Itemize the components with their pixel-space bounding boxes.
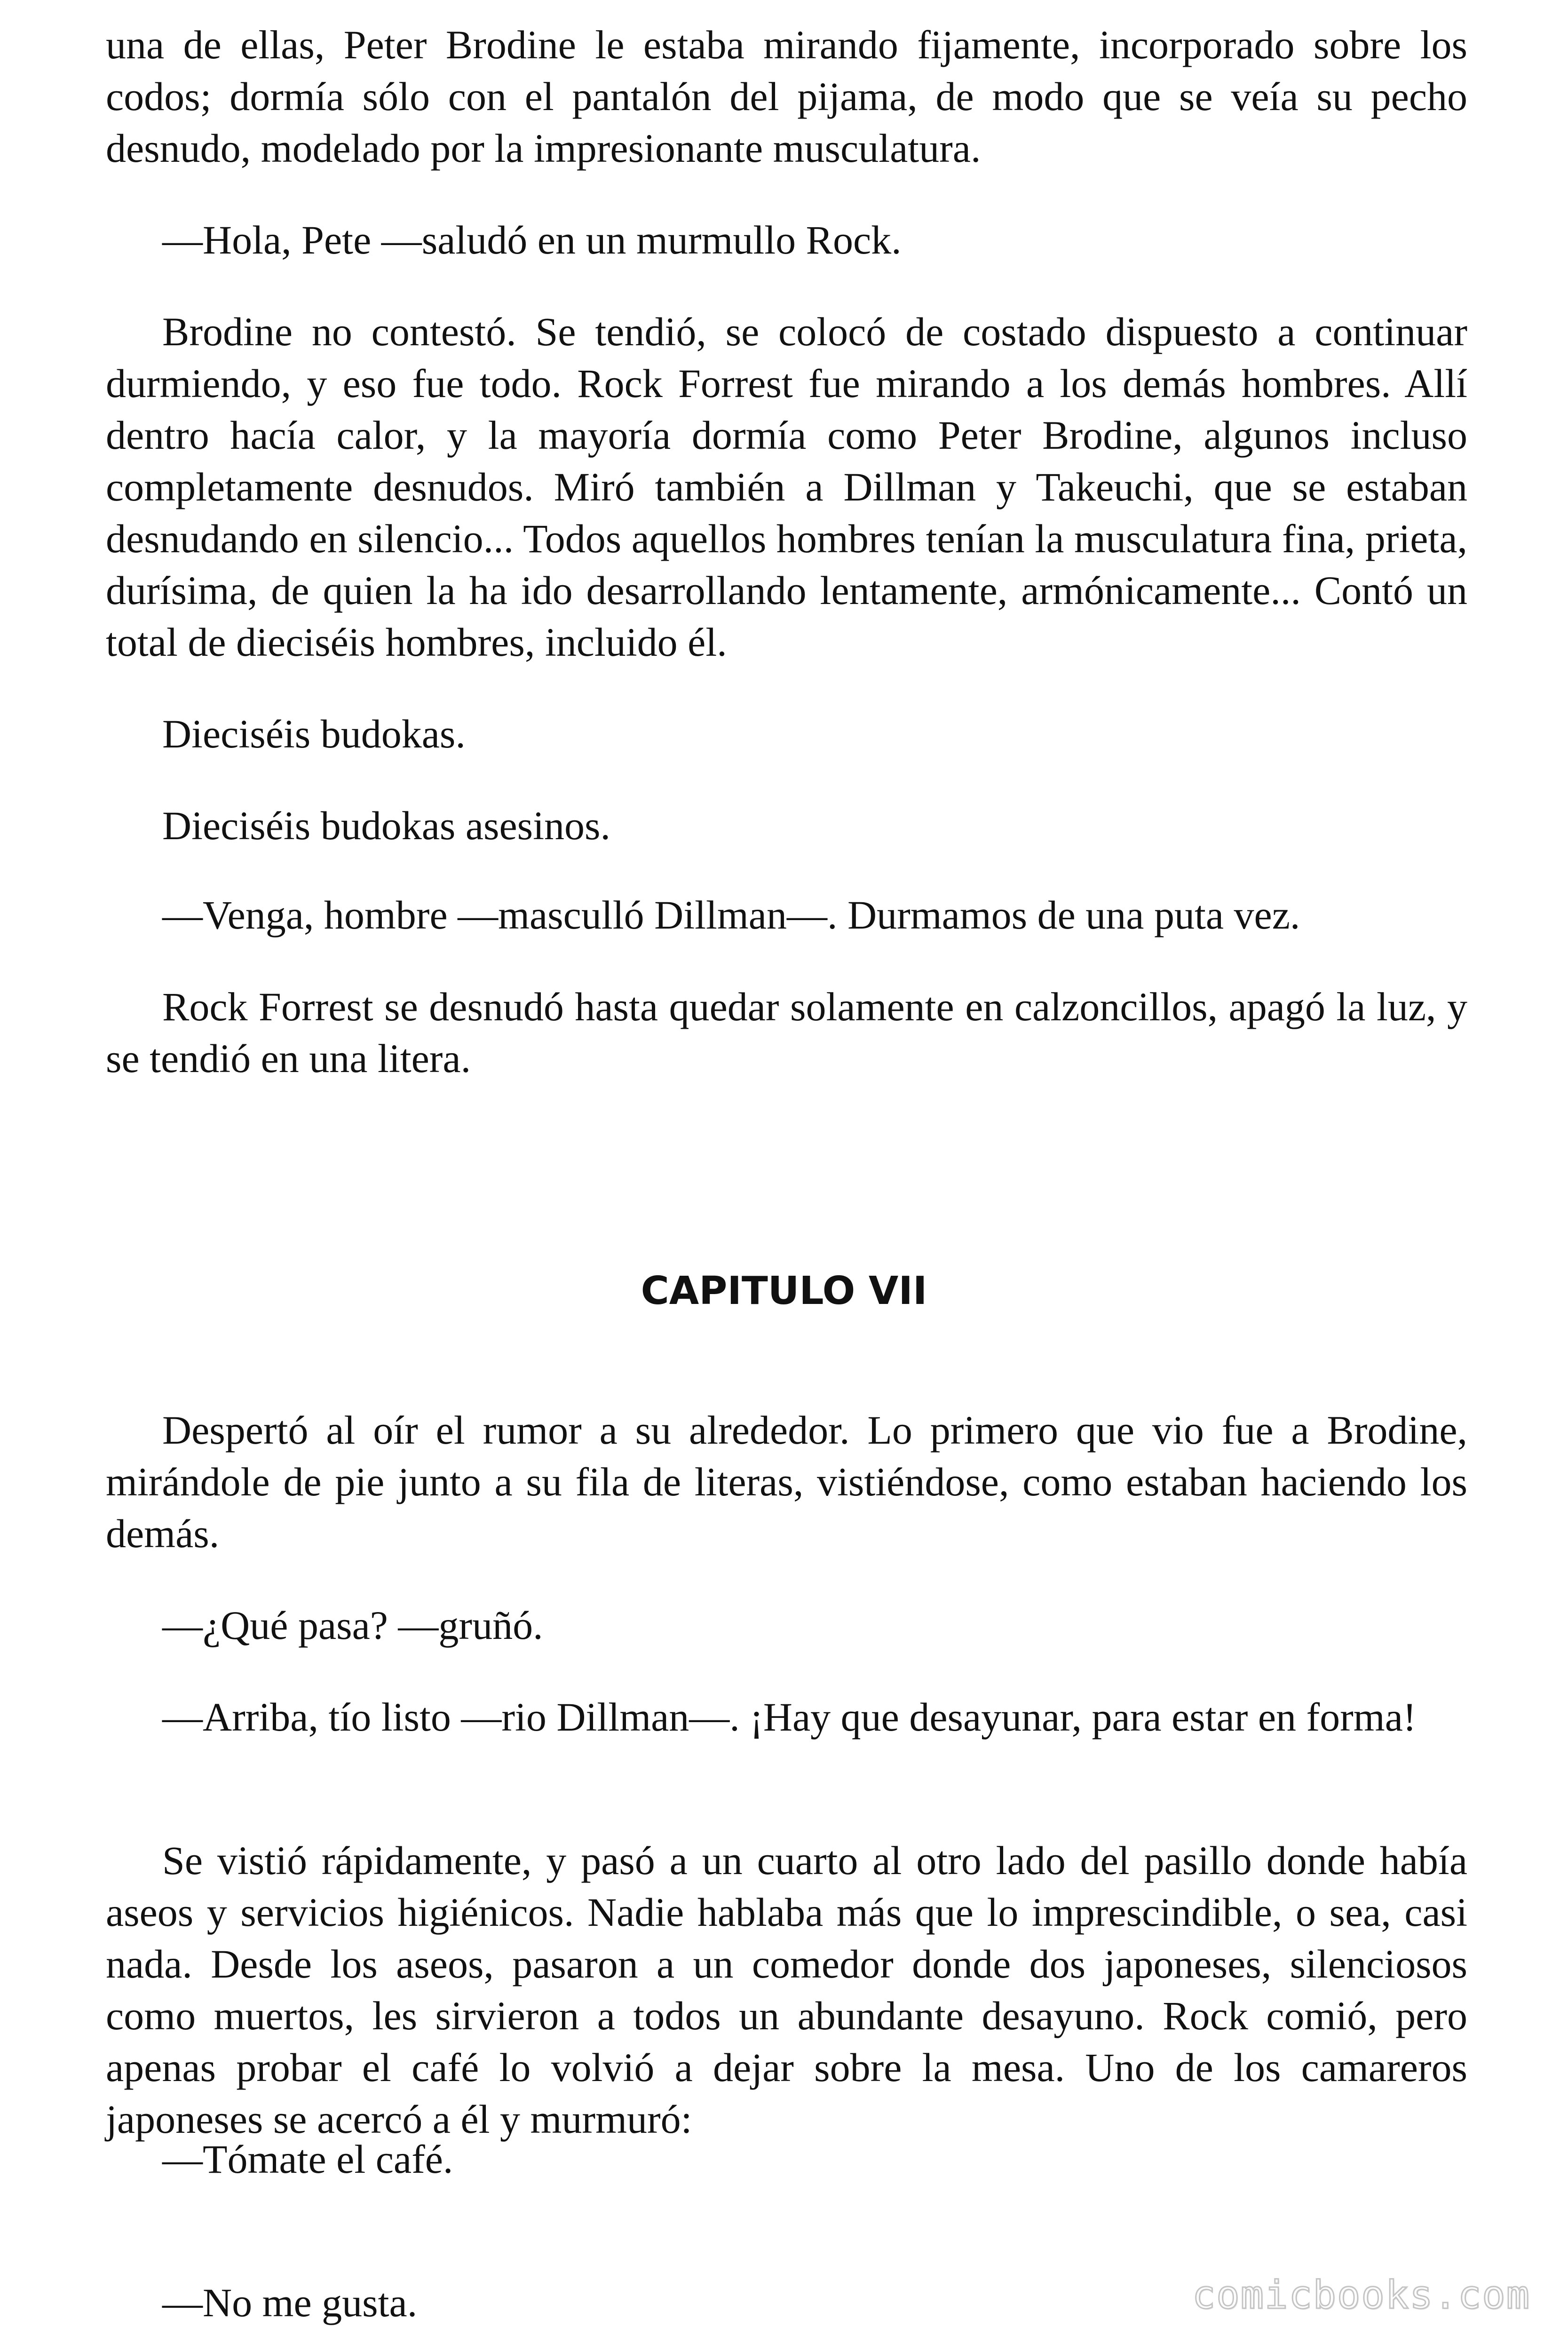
paragraph-dialogue: —Venga, hombre —masculló Dillman—. Durmamos de una puta vez. xyxy=(162,892,1300,938)
paragraph-dialogue: —No me gusta. xyxy=(162,2280,418,2325)
paragraph-narrative: Despertó al oír el rumor a su alrededor. Lo primero que vio fue a Brodine, mirándole de pie junto a su fila de literas, vistiéndose, como estaban haciendo los demás. xyxy=(106,1407,1467,1556)
paragraph-dialogue: —Tómate el café. xyxy=(162,2137,453,2182)
paragraph-dialogue: —Hola, Pete —saludó en un murmullo Rock. xyxy=(162,217,902,262)
paragraph-narrative: Rock Forrest se desnudó hasta quedar solamente en calzoncillos, apagó la luz, y se tendió en una litera. xyxy=(106,984,1467,1081)
paragraph-dialogue: —¿Qué pasa? —gruñó. xyxy=(162,1603,543,1648)
paragraph-dialogue: —Arriba, tío listo —rio Dillman—. ¡Hay que desayunar, para estar en forma! xyxy=(162,1694,1417,1740)
paragraph-narrative: Se vistió rápidamente, y pasó a un cuarto al otro lado del pasillo donde había aseos y servicios higiénicos. Nadie hablaba más que lo imprescindible, o sea, casi nada. Desde los aseos, pasaron a un comedor donde dos japoneses, silenciosos como muertos, les sirvieron a todos un abundante desayuno. Rock comió, pero apenas probar el café lo volvió a dejar sobre la mesa. Uno de los camareros japoneses se acercó a él y murmuró: xyxy=(106,1838,1467,2142)
paragraph-short: Dieciséis budokas asesinos. xyxy=(162,803,611,848)
paragraph-short: Dieciséis budokas. xyxy=(162,711,466,756)
paragraph-narrative: Brodine no contestó. Se tendió, se colocó de costado dispuesto a continuar durmiendo, y eso fue todo. Rock Forrest fue mirando a los demás hombres. Allí dentro hacía calor, y la mayoría dormía como Peter Brodine, algunos incluso completamente desnudos. Miró también a Dillman y Takeuchi, que se estaban desnudando en silencio... Todos aquellos hombres tenían la musculatura fina, prieta, durísima, de quien la ha ido desarrollando lentamente, armónicamente... Contó un total de dieciséis hombres, incluido él. xyxy=(106,309,1467,665)
watermark-logo: comicbooks.com xyxy=(1192,2273,1530,2318)
paragraph-continuation: una de ellas, Peter Brodine le estaba mirando fijamente, incorporado sobre los codos; dormía sólo con el pantalón del pijama, de modo que se veía su pecho desnudo, modelado por la impresionante musculatura. xyxy=(106,22,1467,171)
chapter-title: CAPITULO VII xyxy=(641,1269,927,1313)
